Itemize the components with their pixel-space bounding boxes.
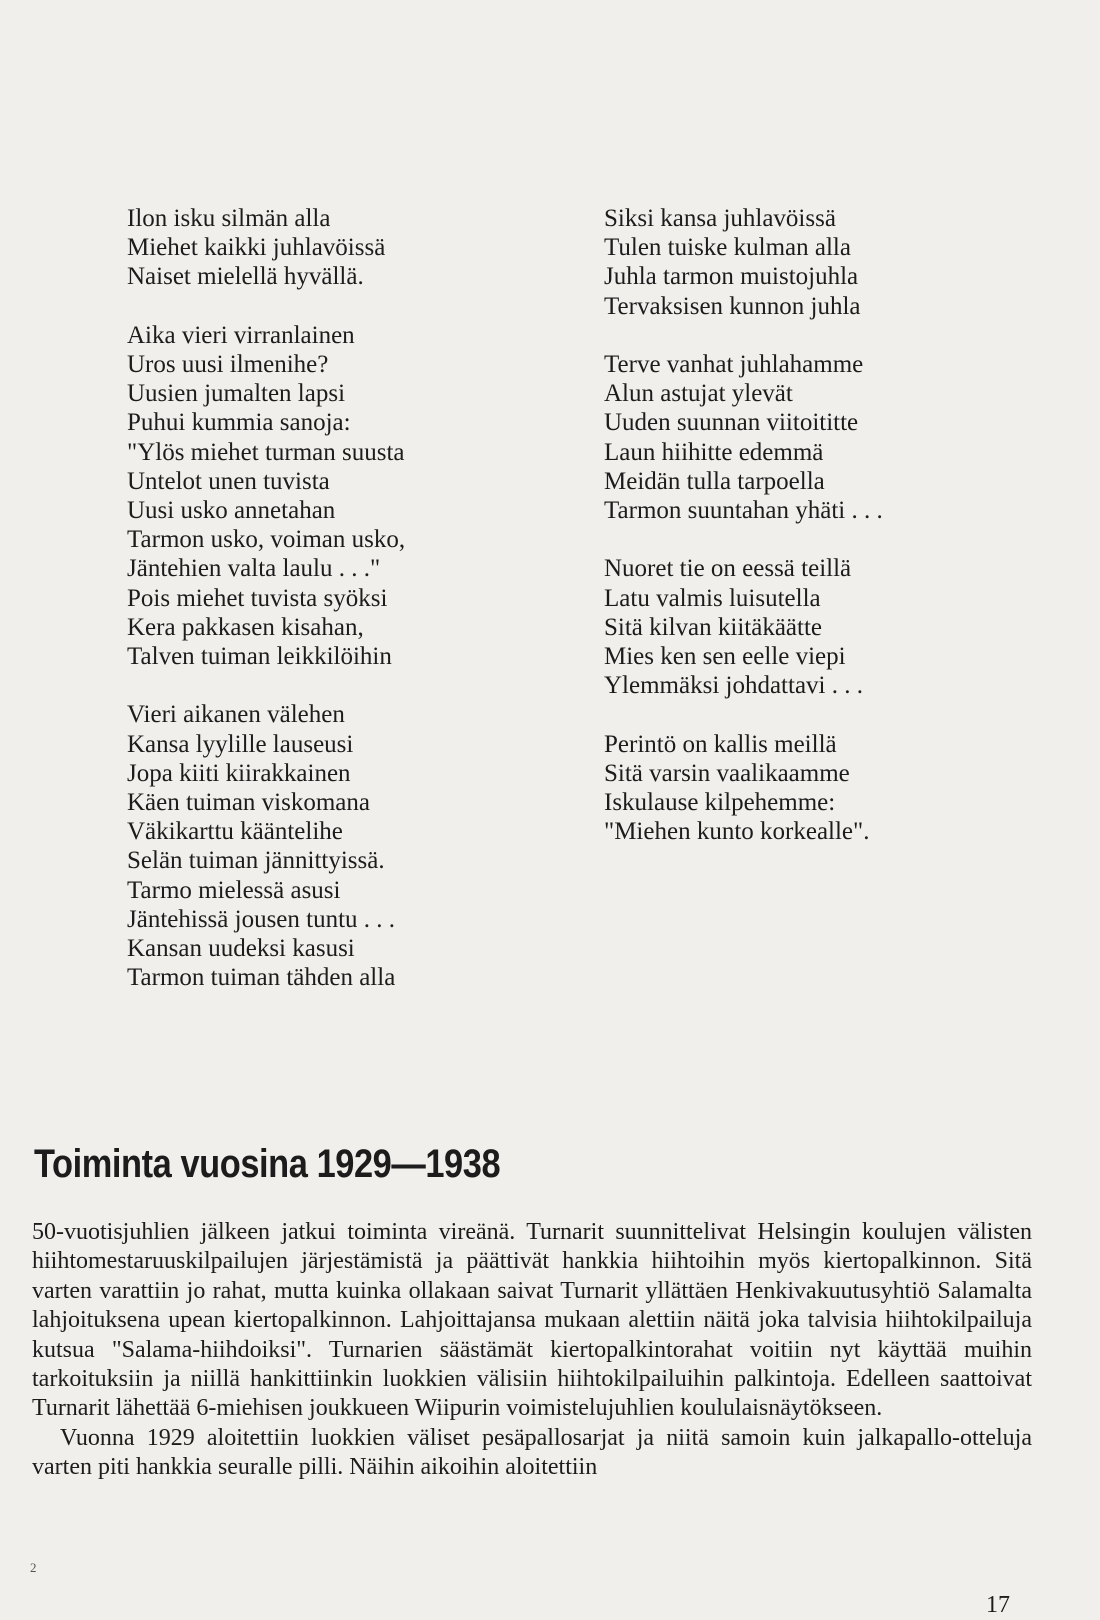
poem-line: Alun astujat ylevät <box>604 380 793 408</box>
poem-line: Jäntehissä jousen tuntu . . . <box>127 905 396 933</box>
poem-line: Latu valmis luisutella <box>604 584 821 612</box>
poem-line: Ylemmäksi johdattavi . . . <box>604 672 863 700</box>
poem-line: Ilon isku silmän alla <box>127 205 331 232</box>
poem-line: Iskulause kilpehemme: <box>604 789 836 817</box>
poem-line: Aika vieri virranlainen <box>127 321 355 349</box>
poem-line: Juhla tarmon muistojuhla <box>604 263 859 291</box>
poem-line: Perintö on kallis meillä <box>604 730 837 758</box>
page-number: 17 <box>986 1592 1010 1618</box>
poem-line: Pois miehet tuvista syöksi <box>127 584 388 612</box>
poem-line: Uuden suunnan viitoititte <box>604 409 859 437</box>
poem-stanza <box>127 321 567 671</box>
poem-line: Tulen tuiske kulman alla <box>604 234 851 262</box>
poem-line: Väkikarttu kääntelihe <box>127 818 343 846</box>
poem-line: Uusien jumalten lapsi <box>127 380 346 408</box>
poem-line: Tarmon tuiman tähden alla <box>127 964 396 992</box>
poem-stanza <box>604 204 1064 321</box>
poem-line: Miehet kaikki juhlavöissä <box>127 234 386 262</box>
poem-line: "Ylös miehet turman suusta <box>127 438 405 466</box>
poem-line: Meidän tulla tarpoella <box>604 467 825 495</box>
section-body <box>32 1218 1032 1483</box>
poem-stanza <box>604 350 1064 525</box>
poem-line: Uusi usko annetahan <box>127 497 336 525</box>
poem-stanza <box>127 204 567 292</box>
poem-line: Vieri aikanen välehen <box>127 701 345 729</box>
poem-line: Tarmon suuntahan yhäti . . . <box>604 497 883 525</box>
poem-line: Tarmon usko, voiman usko, <box>127 526 406 554</box>
paragraph: Vuonna 1929 aloitettiin luokkien väliset pesäpallosarjat ja niitä samoin kuin jalkapallo-otteluja varten piti hankkia seuralle pilli. Näihin aikoihin aloitettiin <box>32 1424 1032 1481</box>
poem-line: Selän tuiman jännittyissä. <box>127 847 385 875</box>
poem-line: Sitä kilvan kiitäkäätte <box>604 613 822 641</box>
poem-left-column <box>127 204 567 992</box>
poem-line: Kera pakkasen kisahan, <box>127 613 364 641</box>
poem-stanza <box>127 700 567 992</box>
margin-mark: 2 <box>30 1560 37 1575</box>
poem-line: Tervaksisen kunnon juhla <box>604 292 861 320</box>
poem-line: Naiset mielellä hyvällä. <box>127 263 364 291</box>
poem-line: Kansan uudeksi kasusi <box>127 935 355 963</box>
poem-line: "Miehen kunto korkealle". <box>604 818 870 846</box>
poem-line: Laun hiihitte edemmä <box>604 438 824 466</box>
poem-line: Terve vanhat juhlahamme <box>604 351 864 378</box>
poem-line: Sitä varsin vaalikaamme <box>604 759 850 787</box>
poem-line: Jopa kiiti kiirakkainen <box>127 759 351 787</box>
paragraph: 50-vuotisjuhlien jälkeen jatkui toiminta vireänä. Turnarit suunnittelivat Helsingin koulujen välisten hiihtomestaruuskilpailujen järjestämistä ja päättivät hankkia hiihtoihin myös kiertopalkinnon. Sitä varten varattiin jo rahat, mutta kuinka ollakaan saivat Turnarit yllättäen Henkivakuutusyhtiö Salamalta lahjoituksena upean kiertopalkinnon. Lahjoittajansa mukaan alettiin näitä joka talvisia hiihtokilpailuja kutsua "Salama-hiihdoiksi". Turnarien säästämät kiertopalkintorahat voitiin nyt käyttää muihin tarkoituksiin ja niillä hankittiinkin luokkien välisiin hiihtokilpailuihin palkintoja. Edelleen saattoivat Turnarit lähettää 6-miehisen joukkueen Wiipurin voimistelujuhlien koululaisnäytökseen. <box>32 1219 1032 1422</box>
section-title: Toiminta vuosina 1929—1938 <box>34 1142 501 1186</box>
poem-line: Siksi kansa juhlavöissä <box>604 205 836 232</box>
poem-line: Kansa lyylille lauseusi <box>127 730 354 758</box>
poem-line: Talven tuiman leikkilöihin <box>127 643 392 671</box>
poem-line: Untelot unen tuvista <box>127 467 330 495</box>
poem-stanza <box>604 730 1064 847</box>
poem-line: Nuoret tie on eessä teillä <box>604 555 852 583</box>
poem-line: Tarmo mielessä asusi <box>127 876 341 904</box>
poem-line: Käen tuiman viskomana <box>127 789 370 817</box>
poem-stanza <box>604 554 1064 700</box>
poem-line: Mies ken sen eelle viepi <box>604 643 846 671</box>
poem-line: Jäntehien valta laulu . . ." <box>127 555 381 583</box>
poem-line: Puhui kummia sanoja: <box>127 409 351 437</box>
poem-line: Uros uusi ilmenihe? <box>127 351 329 378</box>
poem-right-column <box>604 204 1064 846</box>
